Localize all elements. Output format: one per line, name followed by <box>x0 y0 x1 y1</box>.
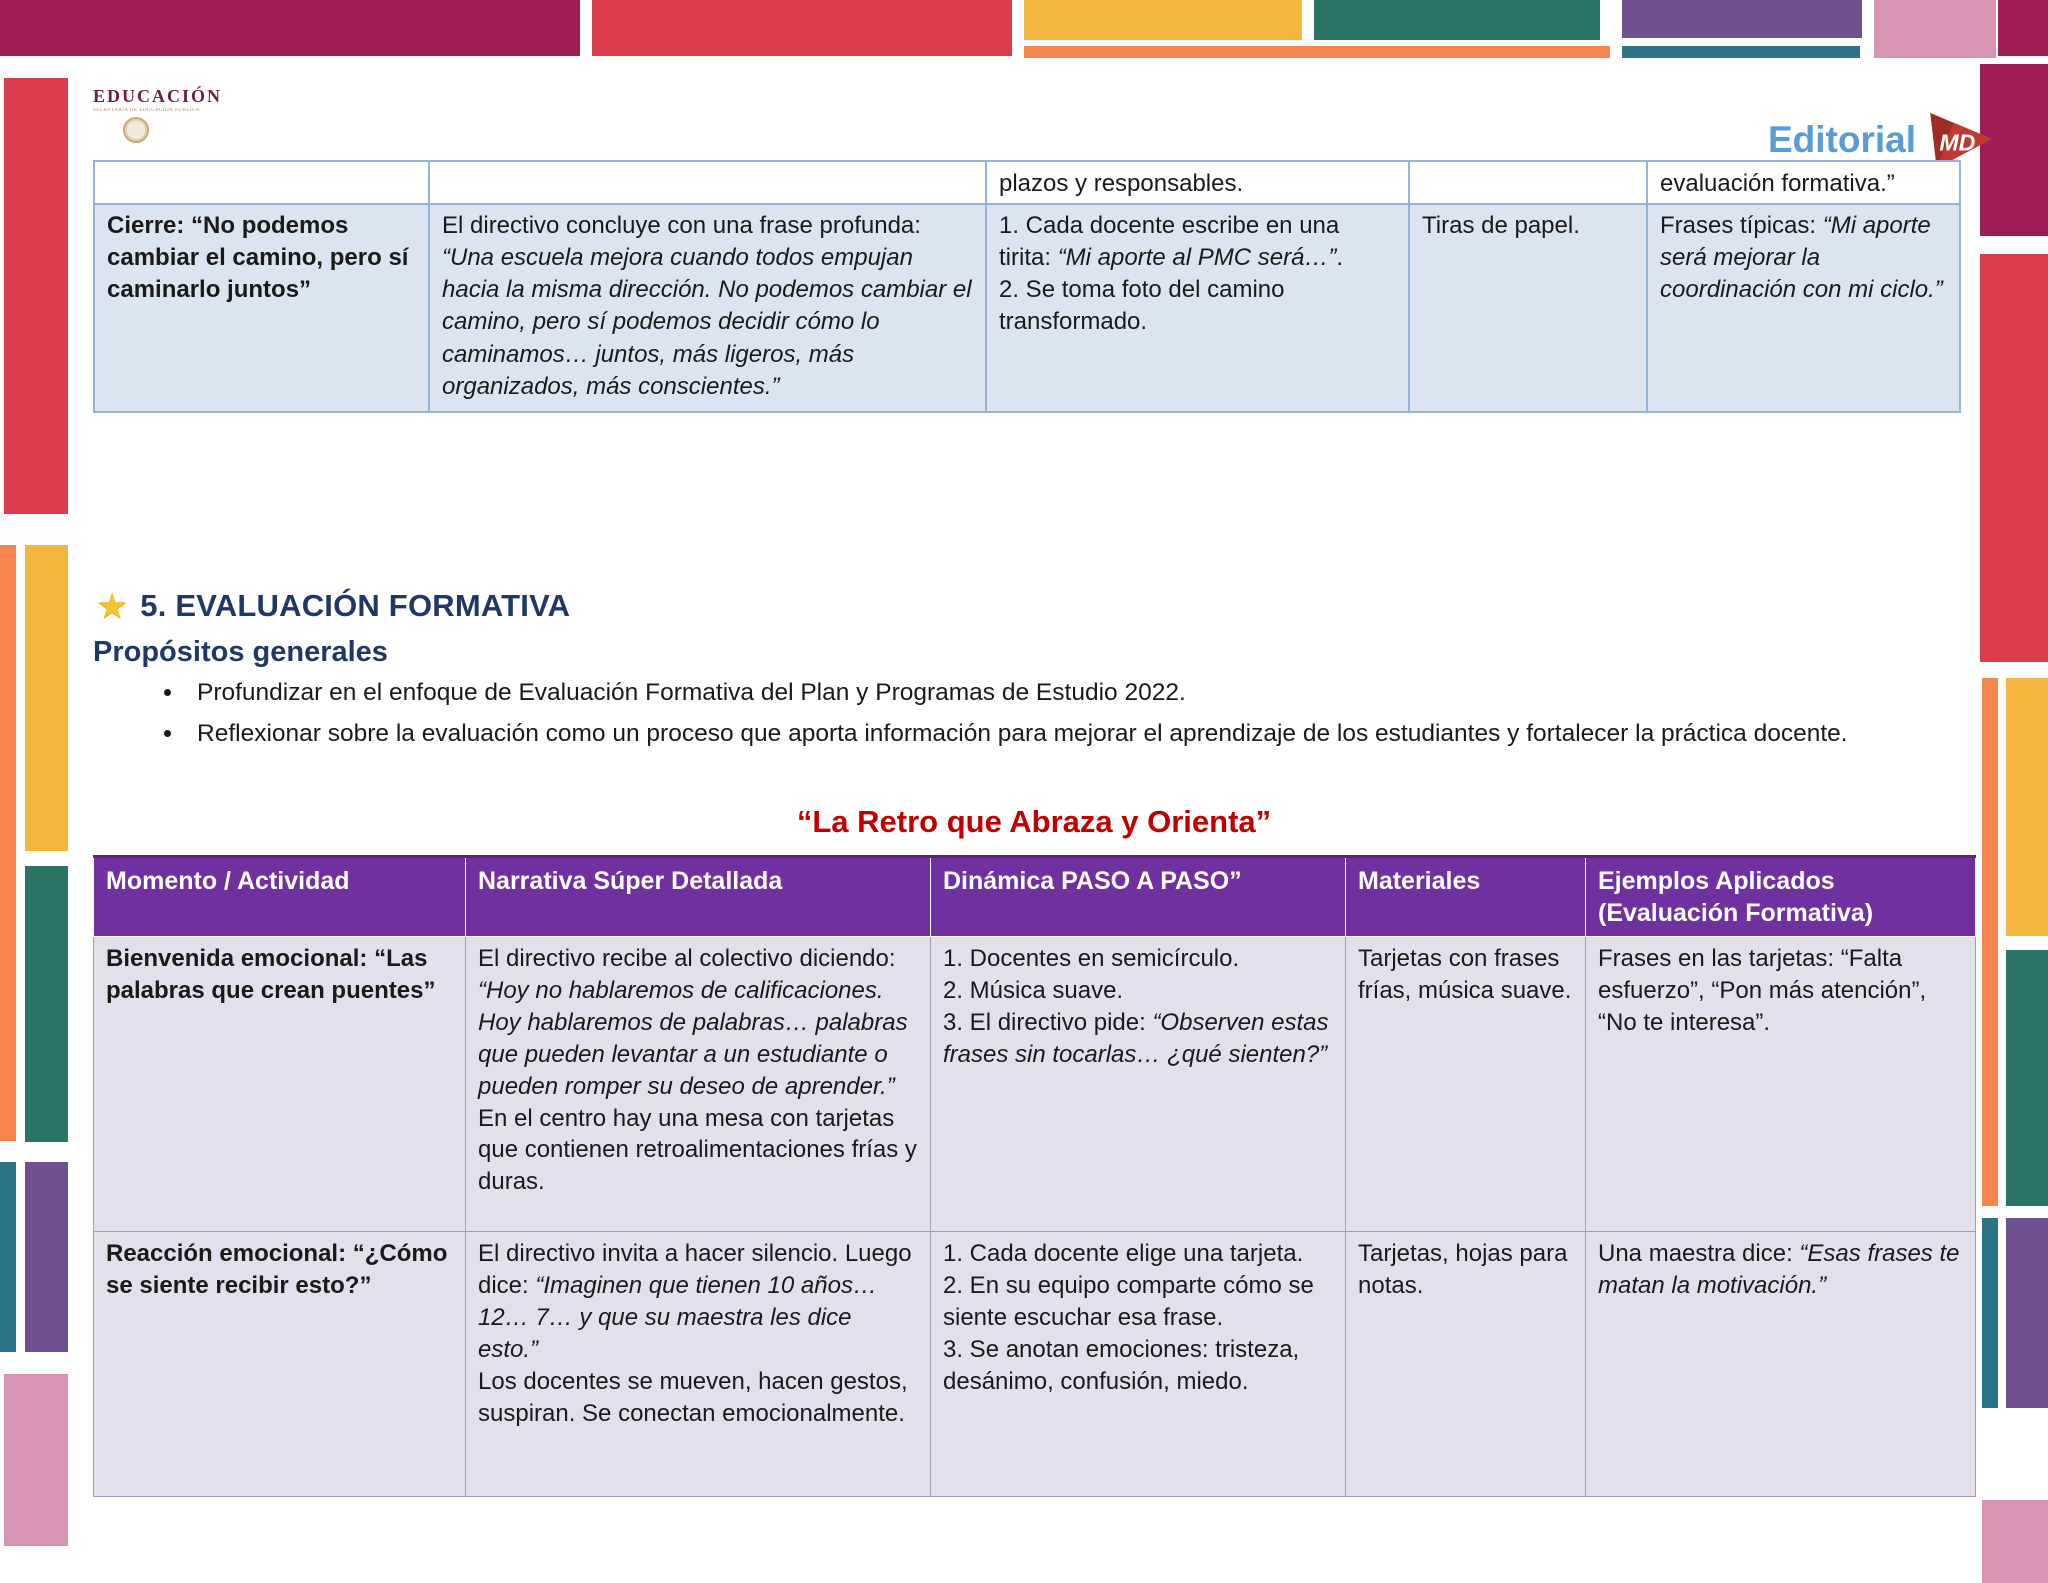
table-header-row <box>94 857 1976 937</box>
activity-title: “La Retro que Abraza y Orienta” <box>796 804 1272 839</box>
svg-text:MD: MD <box>1939 129 1976 156</box>
star-icon: ★ <box>96 585 129 626</box>
header-ejemplos: Ejemplos Aplicados (Evaluación Formativa) <box>1586 857 1976 937</box>
cell-momento: Reacción emocional: “¿Cómo se siente recibir esto?” <box>94 1232 466 1497</box>
decor-tile-yellow <box>2006 678 2048 936</box>
cell-narrativa: El directivo recibe al colectivo diciendo: “Hoy no hablaremos de calificaciones. Hoy hablaremos de palabras… palabras que pueden levantar a un estudiante o pueden romper su deseo de aprender.” En el centro hay una mesa con tarjetas que contienen retroalimentaciones frías y duras. <box>466 937 931 1232</box>
bullet-item: • Profundizar en el enfoque de Evaluación Formativa del Plan y Programas de Estudio 2022. <box>185 676 2000 711</box>
cell-momento: Bienvenida emocional: “Las palabras que crean puentes” <box>94 937 466 1232</box>
section-title: 5. EVALUACIÓN FORMATIVA <box>140 588 571 623</box>
cell-empty <box>1409 161 1647 204</box>
table-row-bienvenida <box>94 937 1976 1232</box>
cell-ejemplos: Frases en las tarjetas: “Falta esfuerzo”, “Pon más atención”, “No te interesa”. <box>1586 937 1976 1232</box>
decor-tile-teal <box>2006 950 2048 1206</box>
decor-tile-red <box>1980 254 2048 662</box>
cell-dinamica: 1. Docentes en semicírculo. 2. Música suave. 3. El directivo pide: “Observen estas frases sin tocarlas… ¿qué sienten?” <box>931 937 1346 1232</box>
table-retro <box>93 855 1976 1497</box>
table-row-partial <box>94 161 1960 204</box>
header-narrativa: Narrativa Súper Detallada <box>466 857 931 937</box>
decor-tile-pink <box>4 1374 68 1546</box>
cell-narrativa: El directivo invita a hacer silencio. Luego dice: “Imaginen que tienen 10 años… 12… 7… y que su maestra les dice esto.” Los docentes se mueven, hacen gestos, suspiran. Se conectan emocionalmente. <box>466 1232 931 1497</box>
decor-tile-teal <box>25 866 68 1142</box>
decor-tile-pink <box>1874 0 1996 58</box>
bullet-item: • Reflexionar sobre la evaluación como un proceso que aporta información para mejorar el aprendizaje de los estudiantes y fortalecer la práctica docente. <box>185 717 2000 752</box>
decor-tile-purple <box>1622 0 1862 38</box>
cell-empty <box>429 161 986 204</box>
cell-partial-dinamica: plazos y responsables. <box>986 161 1409 204</box>
decor-tile-magenta <box>1998 0 2048 56</box>
decor-tile-teal <box>1314 0 1600 40</box>
table-row-cierre <box>94 204 1960 412</box>
cell-narrativa: El directivo concluye con una frase profunda: “Una escuela mejora cuando todos empujan hacia la misma dirección. No podemos cambiar el camino, pero sí podemos decidir cómo lo caminamos… juntos, más ligeros, más organizados, más conscientes.” <box>429 204 986 412</box>
section-subtitle: Propósitos generales <box>93 636 388 668</box>
editorial-md-logo-text: Editorial <box>1768 119 1917 160</box>
decor-tile-tealblue <box>0 1162 16 1352</box>
decor-tile-purple <box>2006 1218 2048 1408</box>
decor-tile-tealblue <box>1982 1218 1998 1408</box>
decor-tile-red <box>592 0 1012 56</box>
educacion-logo-subtitle: SECRETARÍA DE EDUCACIÓN PÚBLICA <box>93 108 200 113</box>
cell-ejemplos: Frases típicas: “Mi aporte será mejorar la coordinación con mi ciclo.” <box>1647 204 1960 412</box>
cell-dinamica: 1. Cada docente elige una tarjeta. 2. En su equipo comparte cómo se siente escuchar esa frase. 3. Se anotan emociones: tristeza, desánimo, confusión, miedo. <box>931 1232 1346 1497</box>
decor-tile-yellow <box>25 545 68 851</box>
educacion-logo-title: EDUCACIÓN <box>93 86 223 106</box>
decor-tile-red <box>4 78 68 514</box>
header-momento: Momento / Actividad <box>94 857 466 937</box>
decor-tile-magenta <box>0 0 580 56</box>
cell-materiales: Tarjetas con frases frías, música suave. <box>1346 937 1586 1232</box>
decor-tile-orange <box>0 545 16 1141</box>
cell-dinamica: 1. Cada docente escribe en una tirita: “Mi aporte al PMC será…”. 2. Se toma foto del camino transformado. <box>986 204 1409 412</box>
cell-materiales: Tarjetas, hojas para notas. <box>1346 1232 1586 1497</box>
cell-momento: Cierre: “No podemos cambiar el camino, pero sí caminarlo juntos” <box>94 204 429 412</box>
decor-tile-tealblue <box>1622 46 1860 58</box>
cell-partial-ejemplos: evaluación formativa.” <box>1647 161 1960 204</box>
decor-tile-orange <box>1024 46 1610 58</box>
header-materiales: Materiales <box>1346 857 1586 937</box>
educacion-logo <box>93 86 333 143</box>
purpose-bullets <box>93 676 2000 758</box>
cell-ejemplos: Una maestra dice: “Esas frases te matan la motivación.” <box>1586 1232 1976 1497</box>
cell-materiales: Tiras de papel. <box>1409 204 1647 412</box>
cell-empty <box>94 161 429 204</box>
table-cierre <box>93 160 1961 413</box>
table-row-reaccion <box>94 1232 1976 1497</box>
educacion-seal-icon <box>123 117 149 143</box>
section-heading <box>96 585 571 626</box>
header-dinamica: Dinámica PASO A PASO” <box>931 857 1346 937</box>
decor-tile-pink <box>1982 1500 2048 1583</box>
decor-tile-purple <box>25 1162 68 1352</box>
decor-tile-yellow <box>1024 0 1302 40</box>
